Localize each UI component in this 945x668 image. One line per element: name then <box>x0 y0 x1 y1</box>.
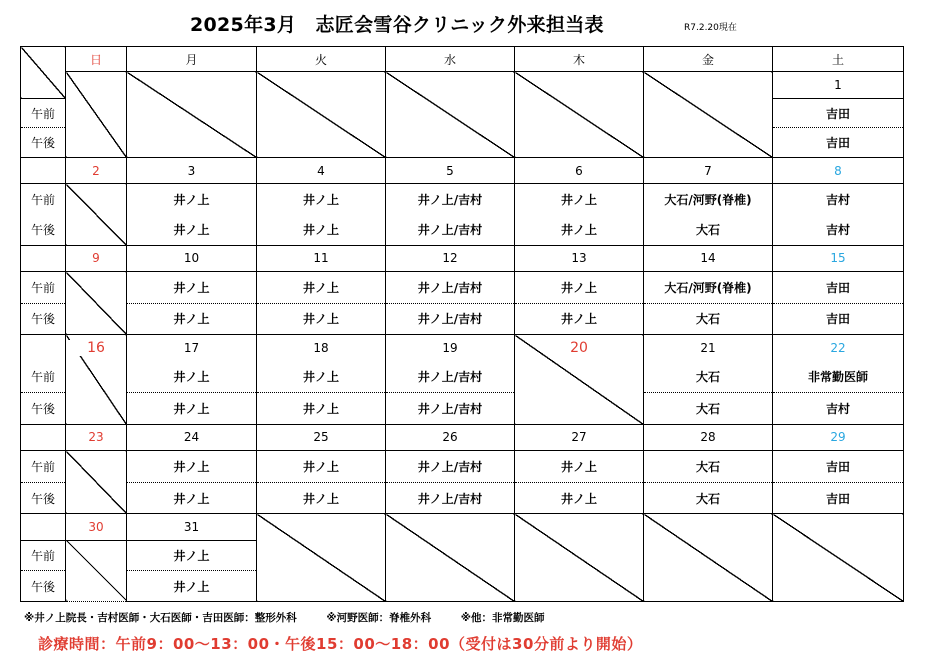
date-cell: 27 <box>515 424 644 450</box>
week-5-am-row <box>21 451 904 483</box>
footnote-spine: ※河野医師：脊椎外科 <box>326 612 432 624</box>
doctor-cell: 井ノ上 <box>515 215 644 246</box>
doctor-cell: 大石 <box>644 361 773 393</box>
weekday-header-row <box>21 47 904 72</box>
am-label: 午前 <box>21 98 66 128</box>
week-5-date-row <box>21 424 904 450</box>
empty-day <box>515 514 644 602</box>
doctor-cell: 井ノ上 <box>127 215 257 246</box>
date-cell: 28 <box>644 424 773 450</box>
doctor-cell: 井ノ上 <box>515 272 644 304</box>
empty-day <box>257 514 386 602</box>
doctor-cell: 井ノ上/吉村 <box>386 361 515 393</box>
doctor-cell: 井ノ上 <box>257 184 386 215</box>
pm-label: 午後 <box>21 215 66 246</box>
date-cell: 5 <box>386 157 515 183</box>
date-cell: 3 <box>127 157 257 183</box>
date-cell: 10 <box>127 245 257 271</box>
doctor-cell: 井ノ上 <box>127 393 257 425</box>
doctor-cell: 吉田 <box>773 272 904 304</box>
doctor-cell: 井ノ上 <box>515 184 644 215</box>
weekday-sat: 土 <box>773 47 904 72</box>
doctor-cell: 井ノ上/吉村 <box>386 393 515 425</box>
empty-day <box>644 72 773 158</box>
week-3-am-row <box>21 272 904 304</box>
pm-label: 午後 <box>21 482 66 514</box>
doctor-cell: 井ノ上 <box>515 451 644 483</box>
doctor-cell: 吉田 <box>773 128 904 158</box>
doctor-cell: 井ノ上 <box>127 451 257 483</box>
empty-day <box>257 72 386 158</box>
date-cell: 21 <box>644 335 773 361</box>
schedule-table <box>20 46 904 602</box>
doctor-cell: 井ノ上/吉村 <box>386 482 515 514</box>
doctor-cell: 吉田 <box>773 98 904 128</box>
date-cell: 12 <box>386 245 515 271</box>
doctor-cell: 非常勤医師 <box>773 361 904 393</box>
doctor-cell: 井ノ上 <box>515 303 644 335</box>
empty-day <box>386 72 515 158</box>
date-cell: 19 <box>386 335 515 361</box>
am-label: 午前 <box>21 184 66 215</box>
footnotes <box>24 610 570 625</box>
date-cell: 6 <box>515 157 644 183</box>
doctor-cell: 井ノ上 <box>127 303 257 335</box>
closed-day <box>66 540 127 601</box>
week-4-pm-row <box>21 393 904 425</box>
date-cell: 1 <box>773 72 904 98</box>
date-cell: 16 <box>66 340 126 356</box>
pm-label: 午後 <box>21 128 66 158</box>
holiday-closed <box>515 335 644 425</box>
empty-day <box>127 72 257 158</box>
corner-cell <box>21 47 66 99</box>
closed-day <box>66 451 127 514</box>
date-cell: 4 <box>257 157 386 183</box>
label-blank <box>21 335 66 361</box>
week-3-pm-row <box>21 303 904 335</box>
doctor-cell: 吉田 <box>773 303 904 335</box>
doctor-cell: 大石 <box>644 303 773 335</box>
weekday-wed: 水 <box>386 47 515 72</box>
date-cell: 18 <box>257 335 386 361</box>
doctor-cell: 井ノ上 <box>257 393 386 425</box>
date-cell: 8 <box>773 157 904 183</box>
label-blank <box>21 424 66 450</box>
weekday-tue: 火 <box>257 47 386 72</box>
doctor-cell: 吉村 <box>773 184 904 215</box>
empty-day <box>386 514 515 602</box>
doctor-cell: 大石/河野(脊椎) <box>644 184 773 215</box>
doctor-cell: 吉田 <box>773 451 904 483</box>
empty-day <box>773 514 904 602</box>
week-2-pm-row <box>21 215 904 246</box>
date-cell: 7 <box>644 157 773 183</box>
doctor-cell: 井ノ上 <box>257 361 386 393</box>
date-cell: 2 <box>66 157 127 183</box>
date-cell: 14 <box>644 245 773 271</box>
pm-label: 午後 <box>21 393 66 425</box>
pm-label: 午後 <box>21 303 66 335</box>
date-cell: 31 <box>127 514 257 540</box>
doctor-cell: 井ノ上 <box>257 482 386 514</box>
doctor-cell: 井ノ上 <box>257 451 386 483</box>
am-label: 午前 <box>21 361 66 393</box>
date-cell: 17 <box>127 335 257 361</box>
empty-day <box>644 514 773 602</box>
date-cell: 9 <box>66 245 127 271</box>
week-4-date-row <box>21 335 904 361</box>
clinic-hours: 診療時間：午前9：00～13：00・午後15：00～18：00（受付は30分前より開始） <box>38 635 643 653</box>
weekday-thu: 木 <box>515 47 644 72</box>
doctor-cell: 井ノ上 <box>257 215 386 246</box>
date-cell: 24 <box>127 424 257 450</box>
as-of-date: R7.2.20現在 <box>684 23 737 33</box>
label-blank <box>21 245 66 271</box>
date-cell: 26 <box>386 424 515 450</box>
week-5-pm-row <box>21 482 904 514</box>
doctor-cell: 大石 <box>644 482 773 514</box>
doctor-cell: 井ノ上 <box>127 272 257 304</box>
doctor-cell: 井ノ上 <box>127 184 257 215</box>
date-cell: 11 <box>257 245 386 271</box>
doctor-cell: 井ノ上/吉村 <box>386 215 515 246</box>
date-cell: 20 <box>570 340 588 357</box>
doctor-cell: 吉村 <box>773 215 904 246</box>
doctor-cell: 大石 <box>644 451 773 483</box>
date-cell: 25 <box>257 424 386 450</box>
weekday-mon: 月 <box>127 47 257 72</box>
empty-day <box>515 72 644 158</box>
page-title: 2025年3月 志匠会雪谷クリニック外来担当表 <box>190 14 604 36</box>
doctor-cell: 井ノ上/吉村 <box>386 303 515 335</box>
weekday-fri: 金 <box>644 47 773 72</box>
doctor-cell: 井ノ上 <box>127 361 257 393</box>
date-cell: 15 <box>773 245 904 271</box>
doctor-cell: 井ノ上/吉村 <box>386 272 515 304</box>
week-2-date-row <box>21 157 904 183</box>
doctor-cell: 井ノ上 <box>257 303 386 335</box>
week-3-date-row <box>21 245 904 271</box>
pm-label: 午後 <box>21 571 66 602</box>
doctor-cell: 井ノ上 <box>127 482 257 514</box>
doctor-cell: 井ノ上/吉村 <box>386 451 515 483</box>
am-label: 午前 <box>21 540 66 571</box>
footnote-others: ※他：非常勤医師 <box>460 612 545 624</box>
week-1-date-row <box>21 72 904 98</box>
doctor-cell: 大石 <box>644 215 773 246</box>
footnote-orthopedics: ※井ノ上院長・吉村医師・大石医師・吉田医師：整形外科 <box>24 612 297 624</box>
doctor-cell: 井ノ上 <box>515 482 644 514</box>
date-cell: 13 <box>515 245 644 271</box>
closed-day <box>66 272 127 335</box>
label-blank <box>21 514 66 540</box>
doctor-cell: 大石 <box>644 393 773 425</box>
label-blank <box>21 157 66 183</box>
date-cell: 22 <box>773 335 904 361</box>
date-cell: 29 <box>773 424 904 450</box>
weekday-sun: 日 <box>66 47 127 72</box>
date-cell: 23 <box>66 424 127 450</box>
week-4-am-row <box>21 361 904 393</box>
doctor-cell: 井ノ上 <box>127 571 257 602</box>
doctor-cell: 吉村 <box>773 393 904 425</box>
closed-day <box>66 335 127 425</box>
doctor-cell: 井ノ上/吉村 <box>386 184 515 215</box>
am-label: 午前 <box>21 272 66 304</box>
doctor-cell: 井ノ上 <box>127 540 257 571</box>
doctor-cell: 吉田 <box>773 482 904 514</box>
closed-day <box>66 184 127 245</box>
am-label: 午前 <box>21 451 66 483</box>
empty-day <box>66 72 127 158</box>
doctor-cell: 井ノ上 <box>257 272 386 304</box>
week-2-am-row <box>21 184 904 215</box>
doctor-cell: 大石/河野(脊椎) <box>644 272 773 304</box>
date-cell: 30 <box>66 514 127 540</box>
week-6-date-row <box>21 514 904 540</box>
